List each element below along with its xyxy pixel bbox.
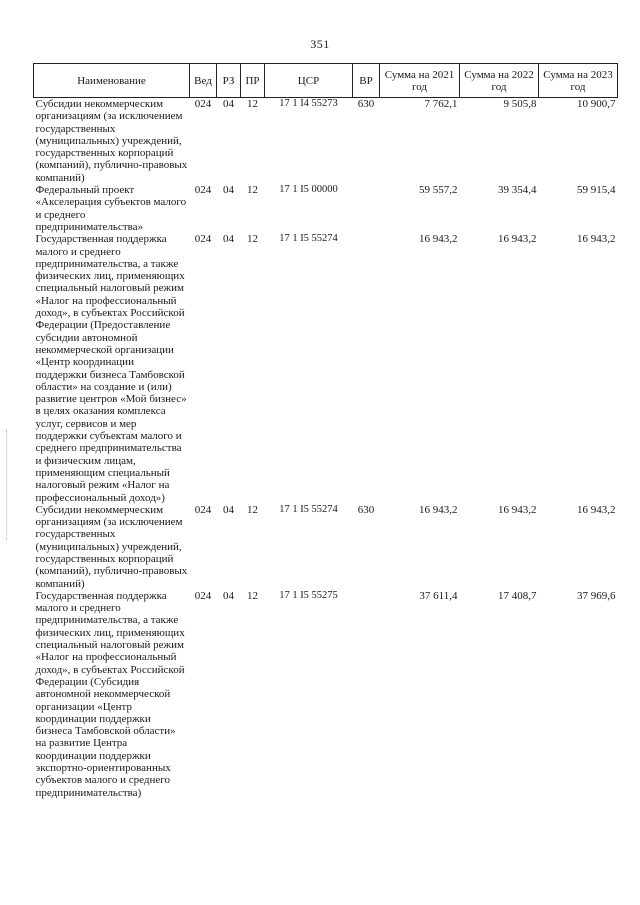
row-pr: 12 <box>247 98 258 110</box>
row-rz: 04 <box>223 589 234 602</box>
row-vr <box>353 233 380 504</box>
table-row <box>34 590 618 799</box>
header-name: Наименование <box>34 64 190 98</box>
row-csr: 17 1 I5 55274 <box>279 233 338 245</box>
row-ved: 024 <box>194 503 212 516</box>
header-csr: ЦСР <box>265 64 353 98</box>
row-name: Субсидии некоммерческим организациям (за исключением государственных (муниципальных) учреждений, государственных корпораций (компаний), публично-правовых компаний) <box>35 98 188 184</box>
table-header <box>34 64 618 98</box>
row-sum-2021: 59 557,2 <box>419 184 458 197</box>
header-vr: ВР <box>353 64 380 98</box>
row-ved: 024 <box>194 233 212 246</box>
page-number: 351 <box>310 37 330 51</box>
row-csr: 17 1 I5 55274 <box>279 503 338 515</box>
row-name: Государственная поддержка малого и среднего предпринимательства, а также физических лиц, применяющих специальный налоговый режим «Налог на профессиональный доход», в субъектах Российской Федерации (Субсидия автономной некоммерческой организации «Центр координации поддержки бизнеса Тамбовской области» на развитие Центра координации поддержки экспортно-ориентированных субъектов малого и среднего предпринимательства) <box>35 589 185 799</box>
table-row <box>34 98 618 185</box>
header-row <box>34 64 618 98</box>
row-sum-2023: 10 900,7 <box>577 98 616 110</box>
row-vr: 630 <box>357 503 375 516</box>
header-pr: ПР <box>241 64 265 98</box>
header-sum-2022: Сумма на 2022 год <box>460 64 539 98</box>
row-ved: 024 <box>194 98 212 110</box>
header-ved: Вед <box>190 64 217 98</box>
header-sum-2021: Сумма на 2021 год <box>380 64 460 98</box>
row-pr: 12 <box>247 233 258 246</box>
row-name: Федеральный проект «Акселерация субъектов малого и среднего предпринимательства» <box>35 184 187 233</box>
row-sum-2021: 16 943,2 <box>419 233 458 246</box>
row-sum-2023: 37 969,6 <box>577 589 616 602</box>
row-vr <box>353 184 380 233</box>
row-csr: 17 1 I5 55275 <box>279 589 338 601</box>
row-sum-2022: 16 943,2 <box>498 233 537 246</box>
row-vr: 630 <box>357 98 375 110</box>
row-name: Государственная поддержка малого и среднего предпринимательства, а также физических лиц, применяющих специальный налоговый режим «Налог на профессиональный доход», в субъектах Российской Федерации (Предоставление субсидии автономной некоммерческой организации «Центр координации поддержки бизнеса Тамбовской области» на создание и (или) развитие центров «Мой бизнес» в целях оказания комплекса услуг, сервисов и мер поддержки субъектам малого и среднего предпринимательства и физическим лицам, применяющим специальный налоговый режим «Налог на профессиональный доход») <box>35 233 187 504</box>
table-row <box>34 184 618 233</box>
row-sum-2022: 16 943,2 <box>498 503 537 516</box>
row-ved: 024 <box>194 589 212 602</box>
table-body <box>34 98 618 799</box>
row-sum-2023: 59 915,4 <box>577 184 616 197</box>
row-sum-2021: 37 611,4 <box>419 589 458 602</box>
row-ved: 024 <box>194 184 212 197</box>
row-rz: 04 <box>223 98 234 110</box>
row-vr <box>353 590 380 799</box>
row-pr: 12 <box>247 503 258 516</box>
row-sum-2023: 16 943,2 <box>577 503 616 516</box>
row-sum-2022: 9 505,8 <box>503 98 537 110</box>
row-rz: 04 <box>223 503 234 516</box>
header-sum-2023: Сумма на 2023 год <box>539 64 618 98</box>
row-pr: 12 <box>247 589 258 602</box>
budget-table <box>33 63 618 799</box>
row-sum-2023: 16 943,2 <box>577 233 616 246</box>
margin-scan-mark <box>6 430 8 540</box>
row-sum-2022: 17 408,7 <box>498 589 537 602</box>
header-rz: РЗ <box>217 64 241 98</box>
row-pr: 12 <box>247 184 258 197</box>
table-row <box>34 233 618 504</box>
row-csr: 17 1 I5 00000 <box>279 184 338 196</box>
row-rz: 04 <box>223 233 234 246</box>
row-sum-2022: 39 354,4 <box>498 184 537 197</box>
table-row <box>34 504 618 590</box>
row-name: Субсидии некоммерческим организациям (за исключением государственных (муниципальных) учреждений, государственных корпораций (компаний), публично-правовых компаний) <box>35 503 188 590</box>
row-rz: 04 <box>223 184 234 197</box>
row-sum-2021: 7 762,1 <box>424 98 458 110</box>
row-csr: 17 1 I4 55273 <box>279 98 338 109</box>
row-sum-2021: 16 943,2 <box>419 503 458 516</box>
